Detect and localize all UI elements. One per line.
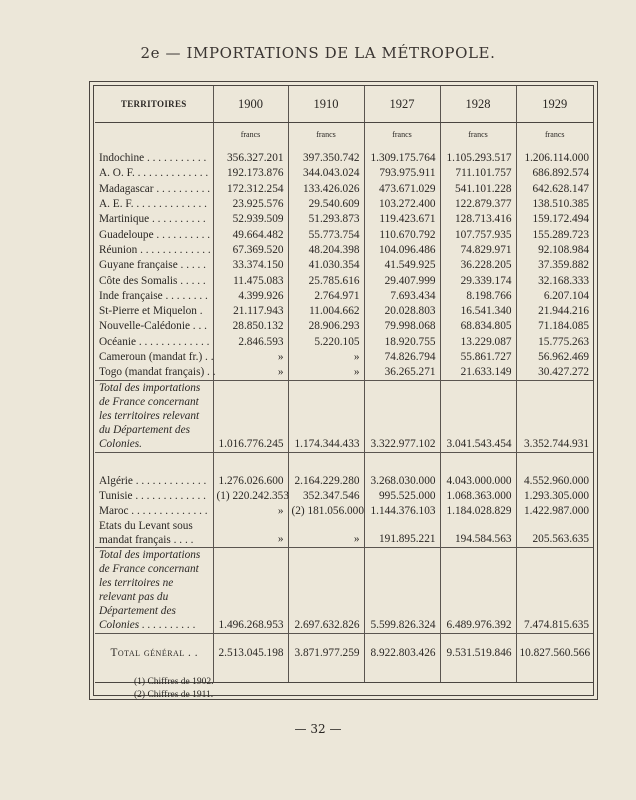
territory-label: Tunisie bbox=[99, 489, 133, 502]
value-cell: 642.628.147 bbox=[516, 182, 593, 197]
value-cell: 1.068.363.000 bbox=[440, 489, 516, 504]
table-row bbox=[95, 273, 593, 288]
header-1927: 1927 bbox=[364, 86, 440, 123]
unit-label: francs bbox=[364, 123, 440, 152]
territory-label: Togo (mandat français) bbox=[99, 366, 205, 379]
value-cell: 191.895.221 bbox=[364, 519, 440, 548]
value-cell: 103.272.400 bbox=[364, 197, 440, 212]
value-cell: 37.359.882 bbox=[516, 258, 593, 273]
value-cell: 110.670.792 bbox=[364, 227, 440, 242]
territory-label: St-Pierre et Miquelon bbox=[99, 305, 197, 318]
spacer-cell bbox=[288, 672, 364, 683]
value-cell: 1.105.293.517 bbox=[440, 151, 516, 166]
value-cell: 995.525.000 bbox=[364, 489, 440, 504]
colony-name bbox=[95, 273, 213, 288]
table-row bbox=[95, 350, 593, 365]
colony-name bbox=[95, 212, 213, 227]
value-cell: 686.892.574 bbox=[516, 166, 593, 181]
header-1900: 1900 bbox=[213, 86, 288, 123]
unit-label: francs bbox=[516, 123, 593, 152]
value-cell: 194.584.563 bbox=[440, 519, 516, 548]
value-cell: 16.541.340 bbox=[440, 304, 516, 319]
header-territoires: TERRITOIRES bbox=[95, 86, 213, 123]
value-cell: 29.339.174 bbox=[440, 273, 516, 288]
value-cell: 541.101.228 bbox=[440, 182, 516, 197]
dot-leader: . bbox=[196, 305, 203, 318]
value-cell: 33.374.150 bbox=[213, 258, 288, 273]
unit-label: francs bbox=[213, 123, 288, 152]
dot-leader: . . . . . . . . . . . bbox=[144, 152, 207, 165]
unit-label: francs bbox=[440, 123, 516, 152]
spacer-cell bbox=[440, 453, 516, 474]
unit-row bbox=[95, 123, 593, 152]
value-cell: » bbox=[213, 365, 288, 381]
value-cell: 20.028.803 bbox=[364, 304, 440, 319]
colony-name bbox=[95, 182, 213, 197]
territory-label: Nouvelle-Calédonie bbox=[99, 320, 190, 333]
spacer-cell bbox=[95, 453, 213, 474]
value-cell: » bbox=[213, 350, 288, 365]
table-row bbox=[95, 304, 593, 319]
table-row bbox=[95, 489, 593, 504]
value-cell: 92.108.984 bbox=[516, 243, 593, 258]
value-cell: 29.407.999 bbox=[364, 273, 440, 288]
value-cell: 5.220.105 bbox=[288, 335, 364, 350]
value-cell: 11.004.662 bbox=[288, 304, 364, 319]
value-cell: 55.773.754 bbox=[288, 227, 364, 242]
value-cell: 1.293.305.000 bbox=[516, 489, 593, 504]
value-cell: 25.785.616 bbox=[288, 273, 364, 288]
dot-leader: . . . . . . . . . . bbox=[153, 228, 211, 241]
territory-name bbox=[95, 489, 213, 504]
value-cell: 7.693.434 bbox=[364, 289, 440, 304]
unit-label: francs bbox=[288, 123, 364, 152]
dot-leader: . . . . . . . . . . bbox=[139, 619, 196, 632]
footnotes bbox=[134, 676, 214, 702]
dot-leader: . . . . . . . . . . . . . bbox=[137, 243, 211, 256]
spacer-cell bbox=[440, 672, 516, 683]
header-row bbox=[95, 86, 593, 123]
colony-name bbox=[95, 335, 213, 350]
value-cell: 28.906.293 bbox=[288, 319, 364, 334]
territory-label: Inde française bbox=[99, 289, 163, 302]
total-others-row bbox=[95, 548, 593, 634]
dot-leader: . . . . . bbox=[177, 274, 206, 287]
value-cell: 1.309.175.764 bbox=[364, 151, 440, 166]
value-cell: 10.827.560.566 bbox=[516, 634, 593, 673]
dot-leader: . . . . . bbox=[177, 259, 206, 272]
table-row bbox=[95, 319, 593, 334]
value-cell: 6.489.976.392 bbox=[440, 548, 516, 634]
value-cell: 5.599.826.324 bbox=[364, 548, 440, 634]
table-row bbox=[95, 258, 593, 273]
value-cell: 344.043.024 bbox=[288, 166, 364, 181]
spacer-cell bbox=[288, 453, 364, 474]
value-cell: 3.268.030.000 bbox=[364, 473, 440, 488]
value-cell: 36.228.205 bbox=[440, 258, 516, 273]
colony-name bbox=[95, 319, 213, 334]
territory-label: Madagascar bbox=[99, 182, 154, 195]
value-cell: 41.549.925 bbox=[364, 258, 440, 273]
value-cell: 2.513.045.198 bbox=[213, 634, 288, 673]
table-row bbox=[95, 473, 593, 488]
spacer-row bbox=[95, 453, 593, 474]
table-row bbox=[95, 212, 593, 227]
total-colonies-row bbox=[95, 381, 593, 453]
territory-label: Total des importations de France concernant les territoires ne relevant pas du Département des Colonies bbox=[99, 549, 201, 632]
value-cell: 356.327.201 bbox=[213, 151, 288, 166]
value-cell: 49.664.482 bbox=[213, 227, 288, 242]
spacer-cell bbox=[364, 672, 440, 683]
value-cell: » bbox=[288, 350, 364, 365]
value-cell: 473.671.029 bbox=[364, 182, 440, 197]
territory-label: Etats du Levant sous mandat français bbox=[99, 520, 193, 547]
table-row bbox=[95, 151, 593, 166]
table-row bbox=[95, 519, 593, 548]
territory-label: Martinique bbox=[99, 213, 150, 226]
value-cell: 4.043.000.000 bbox=[440, 473, 516, 488]
territory-name bbox=[95, 519, 213, 548]
territory-label: Total général bbox=[110, 646, 185, 659]
dot-leader: . . . bbox=[189, 320, 207, 333]
grand-total-name bbox=[95, 634, 213, 673]
value-cell: 2.697.632.826 bbox=[288, 548, 364, 634]
value-cell: 133.426.026 bbox=[288, 182, 364, 197]
header-1928: 1928 bbox=[440, 86, 516, 123]
header-1929: 1929 bbox=[516, 86, 593, 123]
territory-label: Indochine bbox=[99, 152, 145, 165]
value-cell: 6.207.104 bbox=[516, 289, 593, 304]
value-cell: 55.861.727 bbox=[440, 350, 516, 365]
table-row bbox=[95, 197, 593, 212]
spacer-cell bbox=[213, 672, 288, 683]
value-cell: 28.850.132 bbox=[213, 319, 288, 334]
table-row bbox=[95, 227, 593, 242]
dot-leader: . . . . . . . . . . . . . bbox=[132, 474, 207, 487]
colony-name bbox=[95, 166, 213, 181]
dot-leader: . . . . . . . . . . bbox=[153, 182, 211, 195]
value-cell: 21.117.943 bbox=[213, 304, 288, 319]
value-cell: 205.563.635 bbox=[516, 519, 593, 548]
value-cell: 1.422.987.000 bbox=[516, 504, 593, 519]
table-row bbox=[95, 335, 593, 350]
colony-name bbox=[95, 304, 213, 319]
value-cell: 138.510.385 bbox=[516, 197, 593, 212]
territory-label: Cameroun (mandat fr.) bbox=[99, 351, 203, 363]
value-cell: 21.944.216 bbox=[516, 304, 593, 319]
value-cell: 1.206.114.000 bbox=[516, 151, 593, 166]
dot-leader: . . . . . . . . . . . . . bbox=[134, 167, 209, 180]
value-cell: 1.144.376.103 bbox=[364, 504, 440, 519]
footnote-1: (1) Chiffres de 1902. bbox=[134, 677, 214, 687]
value-cell: 30.427.272 bbox=[516, 365, 593, 381]
value-cell: » bbox=[213, 504, 288, 519]
territory-name bbox=[95, 504, 213, 519]
value-cell: 1.016.776.245 bbox=[213, 381, 288, 453]
colony-name bbox=[95, 289, 213, 304]
value-cell: 2.846.593 bbox=[213, 335, 288, 350]
colony-name bbox=[95, 227, 213, 242]
value-cell: 79.998.068 bbox=[364, 319, 440, 334]
value-cell: 71.184.085 bbox=[516, 319, 593, 334]
value-cell: 3.871.977.259 bbox=[288, 634, 364, 673]
territory-label: A. E. F. bbox=[99, 198, 134, 211]
value-cell: 3.352.744.931 bbox=[516, 381, 593, 453]
value-cell: 122.879.377 bbox=[440, 197, 516, 212]
spacer-cell bbox=[516, 453, 593, 474]
value-cell: 15.775.263 bbox=[516, 335, 593, 350]
table-row bbox=[95, 243, 593, 258]
footnote-2: (2) Chiffres de 1911. bbox=[134, 690, 214, 700]
value-cell: 51.293.873 bbox=[288, 212, 364, 227]
total-others-name bbox=[95, 548, 213, 634]
value-cell: 4.399.926 bbox=[213, 289, 288, 304]
value-cell: » bbox=[288, 365, 364, 381]
territory-label: Réunion bbox=[99, 243, 138, 256]
value-cell: (2) 181.056.000 bbox=[288, 504, 364, 519]
dot-leader: . . . . bbox=[170, 534, 194, 547]
header-1910: 1910 bbox=[288, 86, 364, 123]
dot-leader: . . . . . . . . . . bbox=[149, 213, 206, 226]
colony-name bbox=[95, 365, 216, 381]
spacer-cell bbox=[516, 672, 593, 683]
value-cell: 41.030.354 bbox=[288, 258, 364, 273]
value-cell: 32.168.333 bbox=[516, 273, 593, 288]
dot-leader: . . . . . . . . . . . . . . bbox=[128, 505, 208, 518]
value-cell: 21.633.149 bbox=[440, 365, 516, 381]
value-cell: 74.826.794 bbox=[364, 350, 440, 365]
table-row bbox=[95, 504, 593, 519]
value-cell: 128.713.416 bbox=[440, 212, 516, 227]
total-colonies-label: Total des importations de France concernant les territoires relevant du Département des Colonies. bbox=[95, 381, 213, 453]
colony-name bbox=[95, 350, 213, 365]
value-cell: 29.540.609 bbox=[288, 197, 364, 212]
value-cell: 67.369.520 bbox=[213, 243, 288, 258]
colony-name bbox=[95, 243, 213, 258]
value-cell: 56.962.469 bbox=[516, 350, 593, 365]
value-cell: 172.312.254 bbox=[213, 182, 288, 197]
dot-leader: . . bbox=[202, 351, 214, 363]
value-cell: 119.423.671 bbox=[364, 212, 440, 227]
territory-label: Guyane française bbox=[99, 259, 178, 272]
colony-name bbox=[95, 258, 213, 273]
value-cell: 155.289.723 bbox=[516, 227, 593, 242]
dot-leader: . . bbox=[184, 646, 199, 659]
value-cell: 2.764.971 bbox=[288, 289, 364, 304]
table-row bbox=[95, 289, 593, 304]
value-cell: 23.925.576 bbox=[213, 197, 288, 212]
value-cell: » bbox=[288, 519, 364, 548]
value-cell: 2.164.229.280 bbox=[288, 473, 364, 488]
value-cell: 793.975.911 bbox=[364, 166, 440, 181]
territory-label: Côte des Somalis bbox=[99, 274, 178, 287]
value-cell: 1.184.028.829 bbox=[440, 504, 516, 519]
dot-leader: . . bbox=[204, 366, 216, 379]
value-cell: 4.552.960.000 bbox=[516, 473, 593, 488]
colony-name bbox=[95, 151, 213, 166]
value-cell: » bbox=[213, 519, 288, 548]
value-cell: 52.939.509 bbox=[213, 212, 288, 227]
value-cell: 192.173.876 bbox=[213, 166, 288, 181]
value-cell: 13.229.087 bbox=[440, 335, 516, 350]
table-row bbox=[95, 166, 593, 181]
spacer-cell bbox=[213, 453, 288, 474]
territory-label: Maroc bbox=[99, 505, 129, 518]
territory-name bbox=[95, 473, 213, 488]
value-cell: 397.350.742 bbox=[288, 151, 364, 166]
colony-name bbox=[95, 197, 213, 212]
value-cell: 48.204.398 bbox=[288, 243, 364, 258]
value-cell: 104.096.486 bbox=[364, 243, 440, 258]
table-row bbox=[95, 365, 593, 381]
value-cell: 3.041.543.454 bbox=[440, 381, 516, 453]
value-cell: 9.531.519.846 bbox=[440, 634, 516, 673]
territory-label: Algérie bbox=[99, 474, 133, 487]
grand-total-row bbox=[95, 634, 593, 673]
imports-table bbox=[95, 86, 593, 683]
value-cell: 159.172.494 bbox=[516, 212, 593, 227]
table-row bbox=[95, 182, 593, 197]
value-cell: 68.834.805 bbox=[440, 319, 516, 334]
value-cell: 7.474.815.635 bbox=[516, 548, 593, 634]
value-cell: 3.322.977.102 bbox=[364, 381, 440, 453]
value-cell: 352.347.546 bbox=[288, 489, 364, 504]
value-cell: 36.265.271 bbox=[364, 365, 440, 381]
value-cell: 1.174.344.433 bbox=[288, 381, 364, 453]
territory-label: Guadeloupe bbox=[99, 228, 154, 241]
value-cell: 711.101.757 bbox=[440, 166, 516, 181]
page-number: — 32 — bbox=[294, 722, 342, 736]
dot-leader: . . . . . . . . . . . . . bbox=[132, 489, 206, 502]
dot-leader: . . . . . . . . . . . . . bbox=[133, 198, 207, 211]
page-title: 2e — IMPORTATIONS DE LA MÉTROPOLE. bbox=[140, 44, 496, 62]
territory-label: Océanie bbox=[99, 335, 137, 348]
value-cell: (1) 220.242.353 bbox=[213, 489, 288, 504]
value-cell: 8.198.766 bbox=[440, 289, 516, 304]
value-cell: 18.920.755 bbox=[364, 335, 440, 350]
value-cell: 8.922.803.426 bbox=[364, 634, 440, 673]
value-cell: 1.496.268.953 bbox=[213, 548, 288, 634]
value-cell: 11.475.083 bbox=[213, 273, 288, 288]
territory-label: A. O. F. bbox=[99, 167, 135, 180]
dot-leader: . . . . . . . . . . . . . bbox=[136, 335, 210, 348]
value-cell: 74.829.971 bbox=[440, 243, 516, 258]
spacer-cell bbox=[364, 453, 440, 474]
dot-leader: . . . . . . . . bbox=[162, 289, 208, 302]
value-cell: 107.757.935 bbox=[440, 227, 516, 242]
value-cell: 1.276.026.600 bbox=[213, 473, 288, 488]
